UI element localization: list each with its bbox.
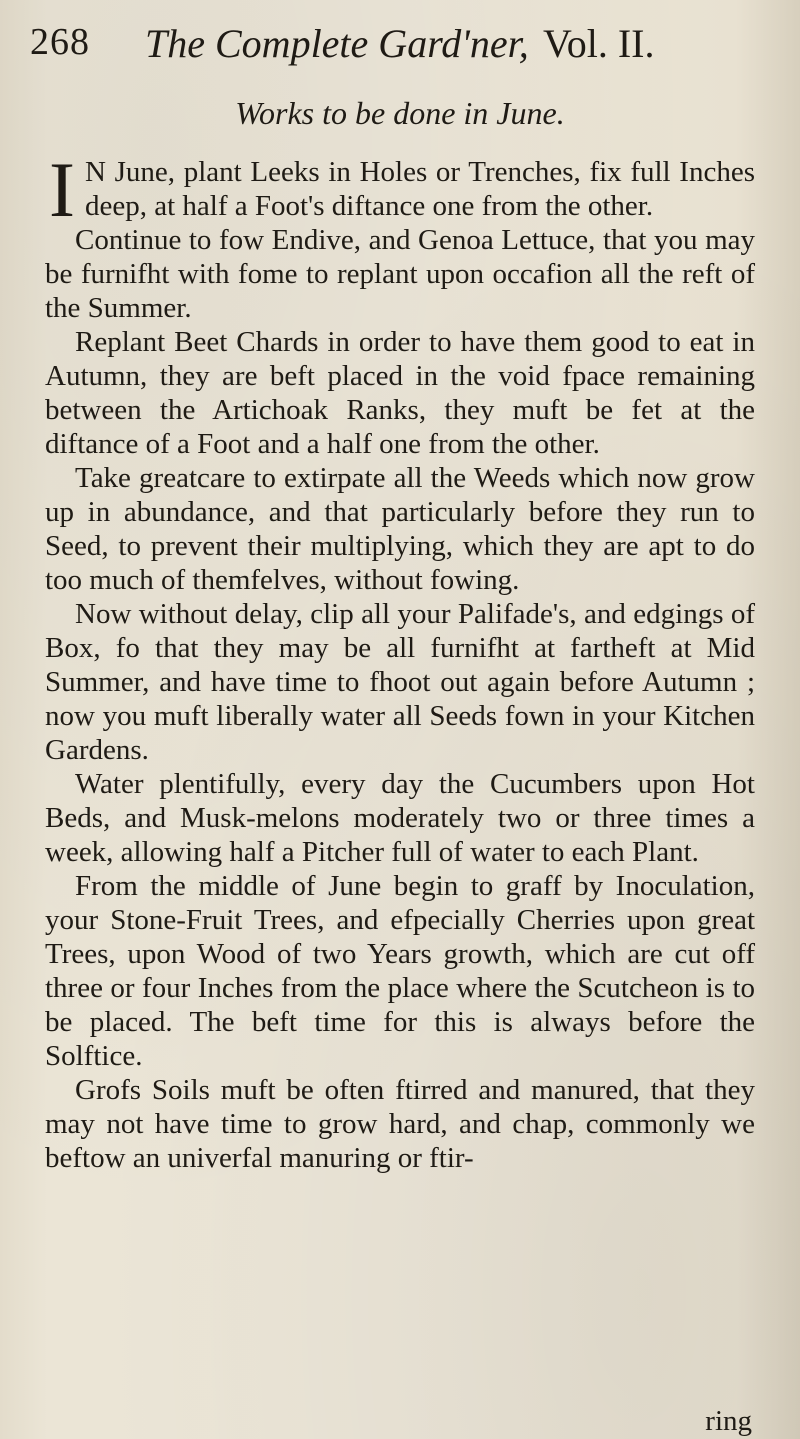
volume-label: Vol. II. [543, 21, 655, 66]
page-number: 268 [30, 21, 90, 63]
running-head [30, 14, 760, 74]
paragraph: Water plentifully, every day the Cucumbers upon Hot Beds, and Musk-melons moderately two or three times a week, allowing half a Pitcher full of water to each Plant. [45, 768, 755, 868]
paragraph-text: N June, plant Leeks in Holes or Trenches, fix full Inches deep, at half a Foot's diftance one from the other. [84, 156, 755, 222]
body-text [45, 146, 755, 1175]
paragraph [45, 146, 755, 233]
paragraph: Grofs Soils muft be often ftirred and manured, that they may not have time to grow hard, and chap, commonly we beftow an univerfal manuring or ftir- [45, 1074, 755, 1174]
paragraph: Replant Beet Chards in order to have them good to eat in Autumn, they are beft placed in the void fpace remaining between the Artichoak Ranks, they muft be fet at the diftance of a Foot and a half one from the other. [45, 326, 755, 460]
paragraph: From the middle of June begin to graff by Inoculation, your Stone-Fruit Trees, and efpecially Cherries upon great Trees, upon Wood of two Years growth, which are cut off three or four Inches from the place where the Scutcheon is to be placed. The beft time for this is always before the Solftice. [45, 870, 755, 1072]
paragraph: Now without delay, clip all your Palifade's, and edgings of Box, fo that they may be all furnifht at fartheft at Mid Summer, and have time to fhoot out again before Autumn ; now you muft liberally water all Seeds fown in your Kitchen Gardens. [45, 598, 755, 766]
drop-cap: I [49, 146, 75, 233]
section-title: Works to be done in June. [235, 95, 565, 131]
running-title: The Complete Gard'ner, [145, 21, 529, 66]
paragraph: Continue to fow Endive, and Genoa Lettuce, that you may be furnifht with fome to replant upon occafion all the reft of the Summer. [45, 224, 755, 324]
catchword: ring [705, 1405, 752, 1437]
paragraph: Take greatcare to extirpate all the Weeds which now grow up in abundance, and that particularly before they run to Seed, to prevent their multiplying, which they are apt to do too much of themfelves, without fowing. [45, 462, 755, 596]
